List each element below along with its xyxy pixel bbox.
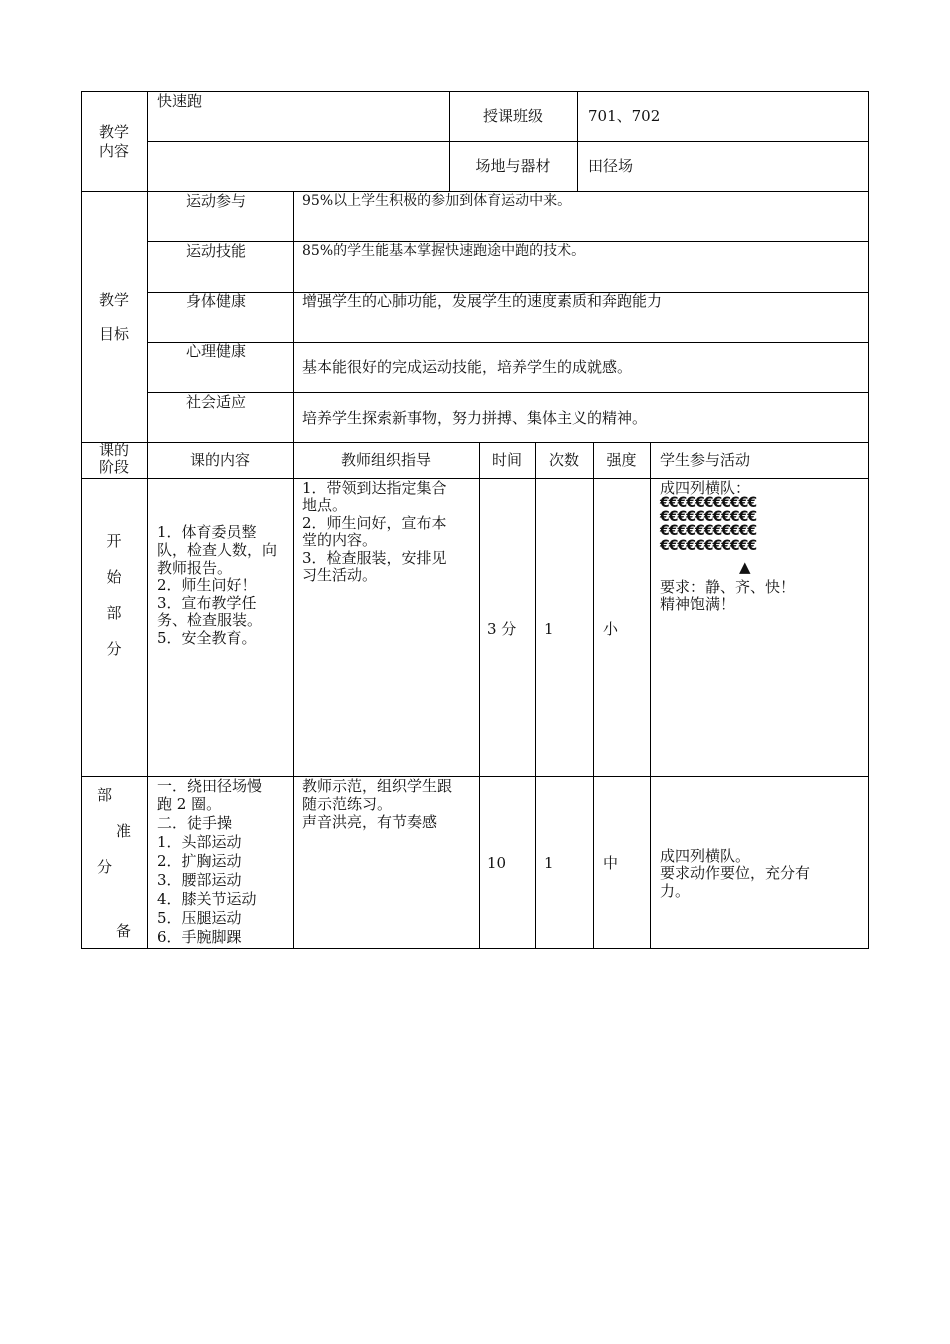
grid-line [147,91,148,949]
count-value: 1 [544,854,554,872]
formation-row: €€€€€€€€€€€ [660,495,757,511]
goals-label-line-2: 目标 [98,325,129,343]
content-line: 1．头部运动 [157,833,242,851]
goal-name: 社会适应 [186,393,247,411]
grid-line [147,342,869,343]
column-header-content: 课的内容 [189,451,250,469]
teacher-line: 习生活动。 [302,566,378,584]
content-line: 务、检查服装。 [157,611,263,629]
goal-name: 运动技能 [186,242,247,260]
student-title: 成四列横队： [660,479,751,497]
content-line: 4．膝关节运动 [157,890,257,908]
grid-line [81,478,869,479]
content-line: 1．体育委员整 [157,523,257,541]
goal-name: 身体健康 [186,292,247,310]
content-line: 队，检查人数，向 [157,541,278,559]
stage-char: 准 [116,822,132,840]
stage-char: 备 [116,922,132,940]
content-line: 跑 2 圈。 [157,795,222,813]
stage-char: 始 [106,568,122,586]
grid-line [81,442,869,443]
column-header-intensity: 强度 [606,451,637,469]
intensity-value: 小 [603,620,619,638]
formation-row: €€€€€€€€€€€ [660,509,757,525]
student-line: 精神饱满！ [660,595,736,613]
formation-row: €€€€€€€€€€€ [660,538,757,554]
column-header-student: 学生参与活动 [660,451,751,469]
grid-line [479,442,480,949]
student-line: 力。 [660,882,691,900]
teacher-line: 1．带领到达指定集合 [302,479,447,497]
goal-text: 培养学生探索新事物，努力拼搏、集体主义的精神。 [302,409,648,427]
content-value: 快速跑 [157,92,203,110]
content-line: 教师报告。 [157,559,233,577]
goals-label-line-1: 教学 [98,291,129,309]
goal-text: 基本能很好的完成运动技能，培养学生的成就感。 [302,358,633,376]
grid-line [293,191,294,949]
content-line: 二．徒手操 [157,814,233,832]
column-header-stage: 课的 [98,441,129,459]
stage-char: 部 [106,604,122,622]
teacher-line: 堂的内容。 [302,531,378,549]
time-value: 10 [487,854,507,872]
content-line: 5．安全教育。 [157,629,257,647]
teacher-line: 2．师生问好，宣布本 [302,514,447,532]
column-header-time: 时间 [491,451,522,469]
teacher-line: 教师示范，组织学生跟 [302,777,453,795]
teacher-line: 3．检查服装，安排见 [302,549,447,567]
content-label-line-2: 内容 [98,142,129,160]
grid-line [535,442,536,949]
student-line: 要求：静、齐、快！ [660,578,796,596]
content-line: 3．腰部运动 [157,871,242,889]
content-line: 2．扩胸运动 [157,852,242,870]
class-value: 701、702 [588,107,661,125]
count-value: 1 [544,620,554,638]
content-line: 5．压腿运动 [157,909,242,927]
stage-char: 部 [97,786,113,804]
goal-text: 85%的学生能基本掌握快速跑途中跑的技术。 [302,243,586,259]
content-label-line-1: 教学 [98,123,129,141]
venue-value: 田径场 [588,157,634,175]
student-line: 要求动作要位，充分有 [660,864,811,882]
class-label: 授课班级 [482,107,543,125]
stage-char: 分 [97,858,113,876]
teacher-line: 随示范练习。 [302,795,393,813]
venue-label: 场地与器材 [475,157,551,175]
teacher-position-marker: ▲ [739,558,751,576]
column-header-teacher: 教师组织指导 [340,451,431,469]
content-line: 2．师生问好！ [157,576,257,594]
intensity-value: 中 [603,854,619,872]
grid-line [593,442,594,949]
goal-name: 心理健康 [186,342,247,360]
content-line: 6．手腕脚踝 [157,928,242,946]
column-header-stage: 阶段 [98,458,129,476]
grid-line [650,442,651,949]
content-line: 3．宣布教学任 [157,594,257,612]
grid-line [147,392,869,393]
column-header-count: 次数 [548,451,579,469]
stage-char: 开 [106,532,122,550]
goal-text: 增强学生的心肺功能，发展学生的速度素质和奔跑能力 [302,292,663,310]
goal-name: 运动参与 [186,192,247,210]
content-line: 一．绕田径场慢 [157,777,263,795]
teacher-line: 声音洪亮，有节奏感 [302,813,438,831]
stage-char: 分 [106,640,122,658]
goal-text: 95%以上学生积极的参加到体育运动中来。 [302,193,572,209]
grid-line [147,141,869,142]
student-line: 成四列横队。 [660,847,751,865]
time-value: 3 分 [487,620,517,638]
teacher-line: 地点。 [302,496,348,514]
formation-row: €€€€€€€€€€€ [660,523,757,539]
